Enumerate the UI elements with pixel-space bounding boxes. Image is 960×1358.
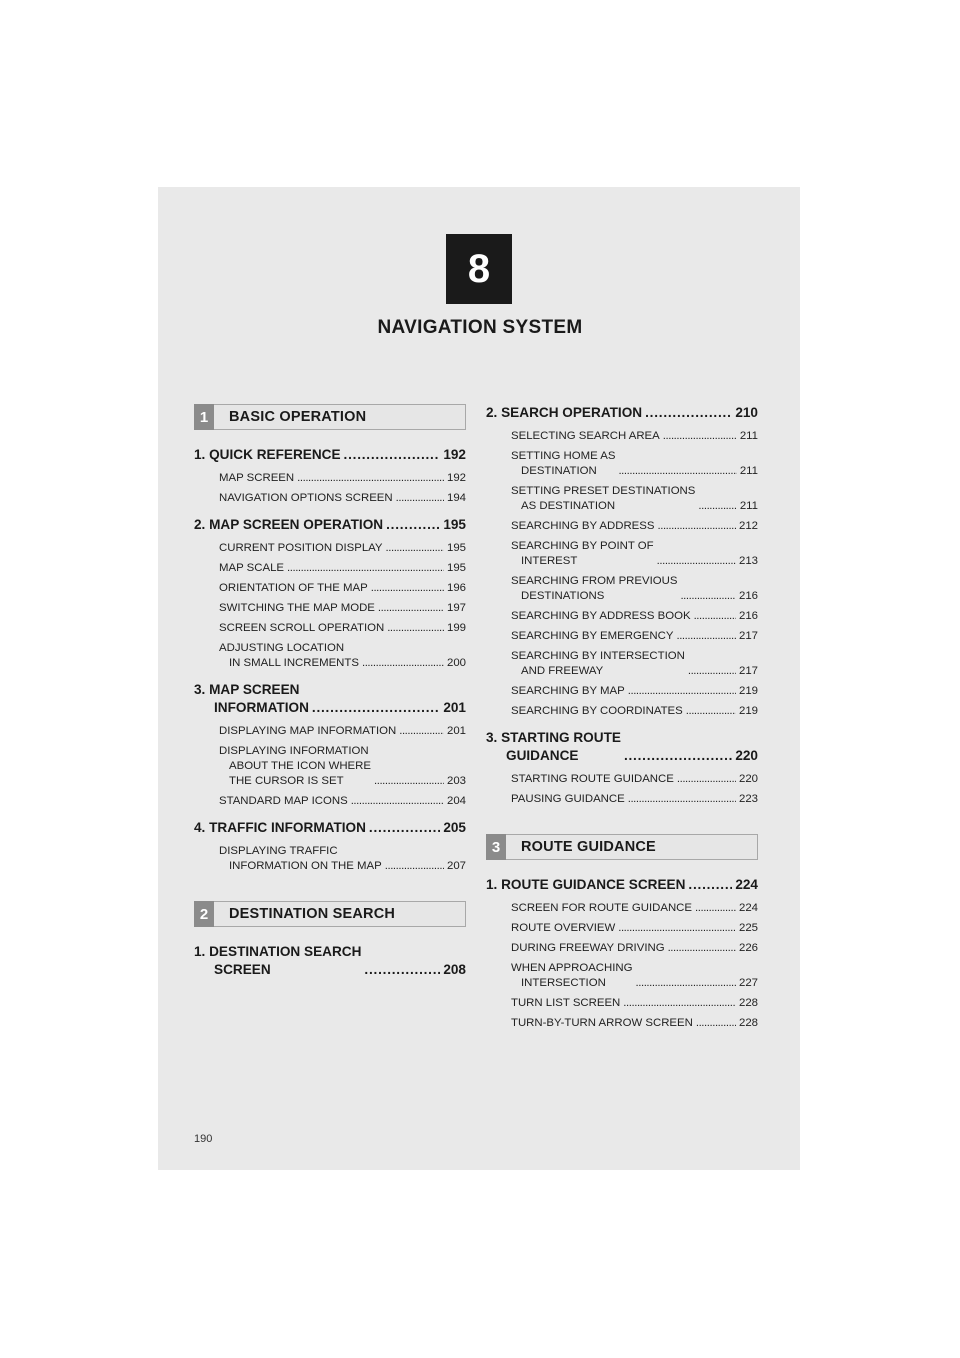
dot-leader (364, 961, 440, 979)
section-number: 2 (194, 901, 214, 927)
section-title: BASIC OPERATION (229, 409, 367, 425)
dot-leader (385, 859, 444, 874)
dot-leader (657, 519, 736, 534)
topic-page-number: 201 (443, 700, 466, 715)
toc-subtopic-entry[interactable] (486, 539, 758, 569)
subtopic-page-number: 217 (738, 665, 758, 677)
dot-leader (628, 684, 736, 699)
subtopic-title: SEARCHING BY EMERGENCY (511, 630, 674, 642)
subtopic-title: CURRENT POSITION DISPLAY (219, 542, 383, 554)
subtopic-title: SEARCHING BY POINT OF INTEREST (511, 540, 654, 567)
toc-subtopic-entry[interactable] (486, 484, 758, 514)
dot-leader (371, 581, 444, 596)
toc-topic-entry[interactable] (194, 943, 466, 979)
topic-page-number: 210 (735, 405, 758, 420)
dot-leader (287, 561, 444, 576)
subtopic-page-number: 225 (738, 922, 758, 934)
toc-subtopic-entry[interactable] (486, 429, 758, 444)
toc-subtopic-entry[interactable] (486, 921, 758, 936)
toc-subtopic-entry[interactable] (194, 621, 466, 636)
subtopic-page-number: 199 (446, 622, 466, 634)
topic-page-number: 195 (443, 517, 466, 532)
subtopic-title: DURING FREEWAY DRIVING (511, 942, 665, 954)
toc-subtopic-entry[interactable] (486, 996, 758, 1011)
subtopic-page-number: 204 (446, 795, 466, 807)
toc-right-column (486, 404, 758, 1036)
toc-topic-entry[interactable] (194, 819, 466, 837)
subtopic-page-number: 226 (738, 942, 758, 954)
toc-subtopic-entry[interactable] (194, 581, 466, 596)
dot-leader (680, 589, 736, 604)
subtopic-page-number: 228 (738, 1017, 758, 1029)
toc-subtopic-entry[interactable] (486, 704, 758, 719)
subtopic-title: NAVIGATION OPTIONS SCREEN (219, 492, 393, 504)
section-header (194, 404, 466, 430)
dot-leader (636, 976, 736, 991)
subtopic-title: ORIENTATION OF THE MAP (219, 582, 368, 594)
subtopic-page-number: 216 (738, 590, 758, 602)
toc-subtopic-entry[interactable] (194, 601, 466, 616)
topic-page-number: 192 (443, 447, 466, 462)
dot-leader (386, 541, 444, 556)
subtopic-page-number: 192 (446, 472, 466, 484)
section-number: 1 (194, 404, 214, 430)
subtopic-title: SEARCHING FROM PREVIOUS DESTINATIONS (511, 575, 678, 602)
subtopic-page-number: 211 (739, 430, 758, 442)
toc-subtopic-entry[interactable] (486, 519, 758, 534)
subtopic-title: STARTING ROUTE GUIDANCE (511, 773, 674, 785)
topic-page-number: 220 (735, 748, 758, 763)
subtopic-title: SEARCHING BY ADDRESS (511, 520, 655, 532)
toc-subtopic-entry[interactable] (486, 941, 758, 956)
toc-subtopic-entry[interactable] (486, 772, 758, 787)
subtopic-title: ROUTE OVERVIEW (511, 922, 616, 934)
subtopic-title: TURN-BY-TURN ARROW SCREEN (511, 1017, 693, 1029)
dot-leader (362, 656, 444, 671)
subtopic-title: SEARCHING BY MAP (511, 685, 625, 697)
subtopic-title: MAP SCALE (219, 562, 284, 574)
topic-title: 4. TRAFFIC INFORMATION (194, 820, 366, 835)
dot-leader (623, 996, 736, 1011)
subtopic-page-number: 219 (738, 685, 758, 697)
dot-leader (668, 941, 736, 956)
toc-subtopic-entry[interactable] (486, 649, 758, 679)
topic-page-number: 224 (735, 877, 758, 892)
subtopic-title: STANDARD MAP ICONS (219, 795, 348, 807)
toc-topic-entry[interactable] (194, 516, 466, 534)
dot-leader (698, 499, 736, 514)
toc-subtopic-entry[interactable] (486, 961, 758, 991)
dot-leader (688, 664, 736, 679)
dot-leader (378, 601, 444, 616)
topic-title: 3. STARTING ROUTE GUIDANCE (486, 730, 621, 763)
subtopic-title: SELECTING SEARCH AREA (511, 430, 660, 442)
toc-subtopic-entry[interactable] (194, 794, 466, 809)
dot-leader (688, 876, 732, 894)
toc-subtopic-entry[interactable] (194, 744, 466, 789)
dot-leader (624, 747, 732, 765)
toc-topic-entry[interactable] (486, 729, 758, 765)
subtopic-title: SEARCHING BY INTERSECTION AND FREEWAY (511, 650, 685, 677)
dot-leader (369, 819, 440, 837)
toc-topic-entry[interactable] (486, 876, 758, 894)
subtopic-page-number: 227 (738, 977, 758, 989)
subtopic-title: SCREEN FOR ROUTE GUIDANCE (511, 902, 692, 914)
toc-subtopic-entry[interactable] (194, 561, 466, 576)
dot-leader (676, 629, 736, 644)
subtopic-page-number: 213 (738, 555, 758, 567)
subtopic-page-number: 195 (446, 542, 466, 554)
subtopic-title: SETTING HOME AS DESTINATION (511, 450, 616, 477)
subtopic-title: SEARCHING BY ADDRESS BOOK (511, 610, 691, 622)
toc-subtopic-entry[interactable] (194, 844, 466, 874)
dot-leader (387, 621, 444, 636)
subtopic-page-number: 203 (446, 775, 466, 787)
subtopic-page-number: 196 (446, 582, 466, 594)
subtopic-title: SCREEN SCROLL OPERATION (219, 622, 385, 634)
subtopic-page-number: 211 (739, 465, 758, 477)
subtopic-title: MAP SCREEN (219, 472, 295, 484)
subtopic-title: DISPLAYING INFORMATION ABOUT THE ICON WHERE THE CURSOR IS SET (219, 745, 371, 787)
subtopic-title: WHEN APPROACHING INTERSECTION (511, 962, 633, 989)
dot-leader (374, 774, 444, 789)
toc-topic-entry[interactable] (486, 404, 758, 422)
section-header (194, 901, 466, 927)
dot-leader (618, 921, 736, 936)
dot-leader (312, 699, 440, 717)
section-spacer (486, 812, 758, 834)
subtopic-page-number: 224 (738, 902, 758, 914)
dot-leader (696, 1016, 736, 1031)
toc-subtopic-entry[interactable] (486, 901, 758, 916)
toc-topic-entry[interactable] (194, 681, 466, 717)
dot-leader (645, 404, 732, 422)
toc-subtopic-entry[interactable] (486, 629, 758, 644)
dot-leader (677, 772, 736, 787)
toc-subtopic-entry[interactable] (194, 491, 466, 506)
subtopic-page-number: 194 (446, 492, 466, 504)
topic-page-number: 205 (443, 820, 466, 835)
toc-subtopic-entry[interactable] (486, 792, 758, 807)
subtopic-page-number: 195 (446, 562, 466, 574)
dot-leader (694, 609, 736, 624)
toc-subtopic-entry[interactable] (194, 641, 466, 671)
section-number: 3 (486, 834, 506, 860)
subtopic-title: DISPLAYING MAP INFORMATION (219, 725, 397, 737)
toc-subtopic-entry[interactable] (486, 574, 758, 604)
toc-subtopic-entry[interactable] (486, 449, 758, 479)
toc-left-column (194, 404, 466, 986)
subtopic-page-number: 228 (738, 997, 758, 1009)
toc-subtopic-entry[interactable] (194, 724, 466, 739)
chapter-number-tab: 8 (446, 234, 512, 304)
subtopic-page-number: 217 (738, 630, 758, 642)
subtopic-page-number: 211 (739, 500, 758, 512)
topic-title: 2. SEARCH OPERATION (486, 405, 643, 420)
section-spacer (194, 879, 466, 901)
subtopic-page-number: 219 (738, 705, 758, 717)
subtopic-title: TURN LIST SCREEN (511, 997, 621, 1009)
toc-subtopic-entry[interactable] (486, 684, 758, 699)
dot-leader (618, 464, 736, 479)
section-header (486, 834, 758, 860)
subtopic-page-number: 216 (738, 610, 758, 622)
toc-topic-entry[interactable] (194, 446, 466, 464)
dot-leader (344, 446, 441, 464)
page-number: 190 (194, 1133, 213, 1145)
toc-subtopic-entry[interactable] (194, 471, 466, 486)
dot-leader (663, 429, 737, 444)
subtopic-title: DISPLAYING TRAFFIC INFORMATION ON THE MAP (219, 845, 382, 872)
topic-page-number: 208 (443, 962, 466, 977)
dot-leader (686, 704, 736, 719)
section-title: DESTINATION SEARCH (229, 906, 396, 922)
chapter-title: NAVIGATION SYSTEM (377, 317, 583, 338)
subtopic-title: SETTING PRESET DESTINATIONS AS DESTINATION (511, 485, 696, 512)
subtopic-page-number: 197 (446, 602, 466, 614)
subtopic-page-number: 223 (738, 793, 758, 805)
topic-title: 1. ROUTE GUIDANCE SCREEN (486, 877, 686, 892)
toc-subtopic-entry[interactable] (486, 609, 758, 624)
subtopic-title: ADJUSTING LOCATION IN SMALL INCREMENTS (219, 642, 359, 669)
topic-title: 1. QUICK REFERENCE (194, 447, 341, 462)
dot-leader (386, 516, 440, 534)
subtopic-page-number: 212 (738, 520, 758, 532)
dot-leader (399, 724, 444, 739)
subtopic-title: PAUSING GUIDANCE (511, 793, 625, 805)
topic-title: 1. DESTINATION SEARCH SCREEN (194, 944, 362, 977)
dot-leader (297, 471, 444, 486)
subtopic-page-number: 201 (446, 725, 466, 737)
subtopic-page-number: 200 (446, 657, 466, 669)
topic-title: 2. MAP SCREEN OPERATION (194, 517, 384, 532)
section-title: ROUTE GUIDANCE (521, 839, 656, 855)
dot-leader (657, 554, 736, 569)
dot-leader (628, 792, 736, 807)
subtopic-title: SWITCHING THE MAP MODE (219, 602, 375, 614)
topic-title: 3. MAP SCREEN INFORMATION (194, 682, 309, 715)
toc-subtopic-entry[interactable] (194, 541, 466, 556)
subtopic-title: SEARCHING BY COORDINATES (511, 705, 683, 717)
subtopic-page-number: 220 (738, 773, 758, 785)
toc-subtopic-entry[interactable] (486, 1016, 758, 1031)
dot-leader (351, 794, 444, 809)
dot-leader (695, 901, 736, 916)
subtopic-page-number: 207 (446, 860, 466, 872)
dot-leader (396, 491, 444, 506)
